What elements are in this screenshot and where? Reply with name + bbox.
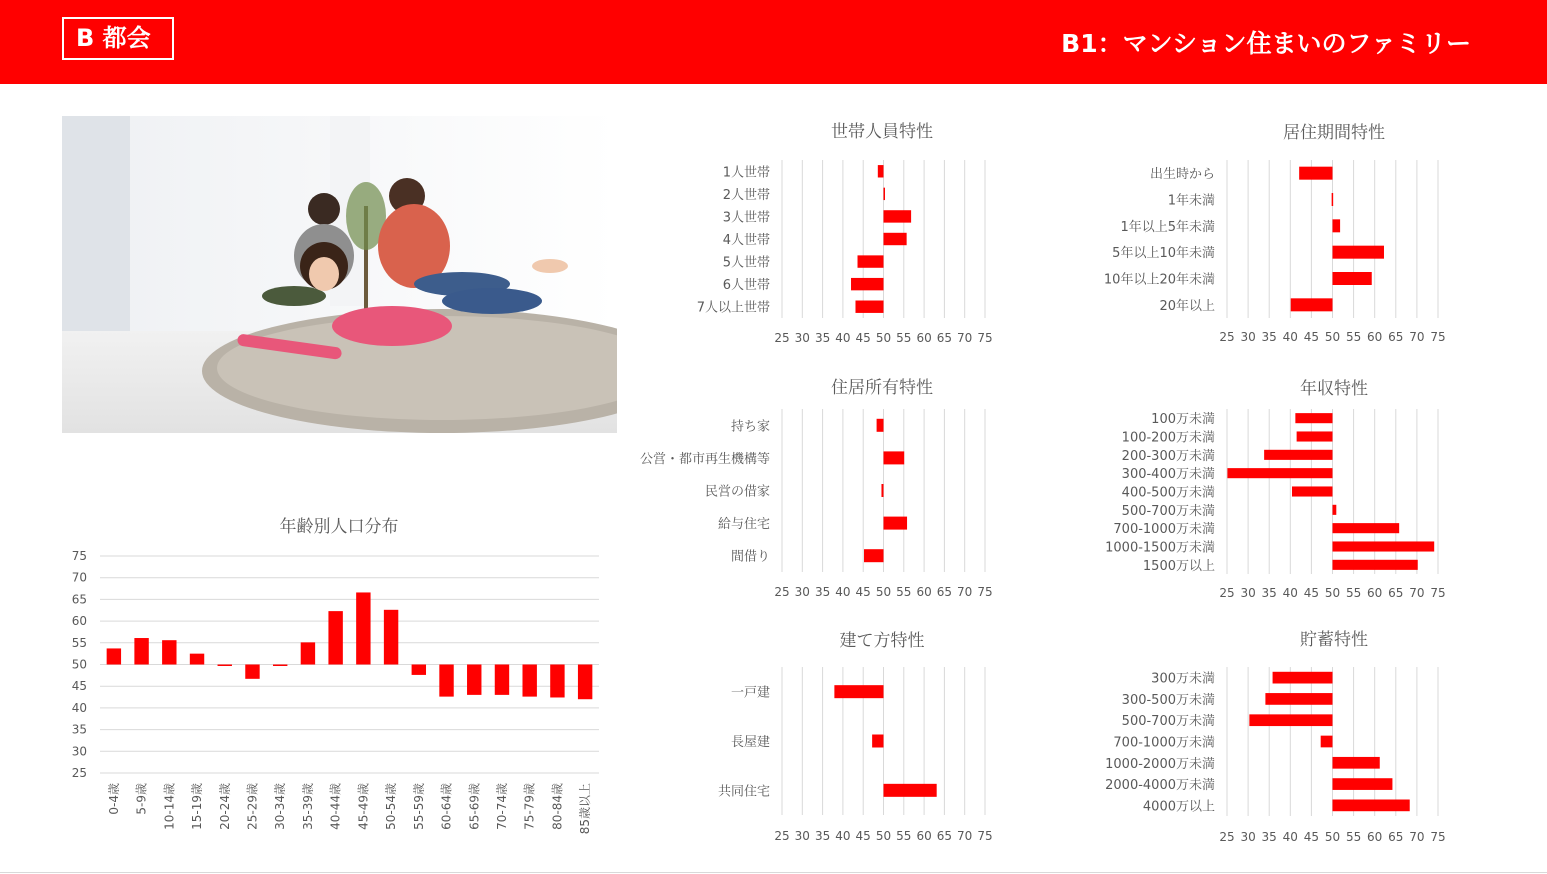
bar	[1249, 714, 1332, 726]
x-tick-label: 65	[1388, 330, 1404, 344]
y-tick-label: 60	[71, 614, 87, 629]
category-label: 持ち家	[730, 419, 770, 435]
x-tick-label: 30	[1240, 330, 1256, 344]
chart-title: 建て方特性	[839, 631, 925, 651]
x-tick-label: 65	[1388, 830, 1404, 844]
category-label: 20年以上	[1159, 298, 1215, 314]
category-label: 100万未満	[1151, 412, 1215, 428]
x-tick-label: 25	[774, 331, 790, 345]
category-label: 500-700万未満	[1121, 503, 1215, 519]
x-tick-label: 45	[1303, 586, 1320, 600]
x-tick-label: 40	[835, 829, 851, 843]
x-tick-label: 50	[1324, 586, 1341, 600]
x-tick-label: 70	[957, 331, 973, 345]
x-tick-label: 65	[1388, 586, 1404, 600]
category-label: 2人世帯	[722, 187, 770, 203]
x-tick-label: 35	[1261, 330, 1277, 344]
x-tick-label: 75	[1430, 330, 1446, 344]
x-tick-label: 30	[794, 585, 810, 599]
segment-badge: B 都会	[62, 17, 174, 60]
x-tick-label: 75	[977, 331, 993, 345]
x-tick-label: 70	[957, 585, 973, 599]
x-tick-label: 40	[1282, 830, 1298, 844]
category-label: 共同住宅	[717, 784, 770, 800]
x-tick-label: 25	[774, 829, 790, 843]
category-label: 4人世帯	[722, 233, 770, 248]
category-label: 80-84歳	[550, 783, 565, 830]
x-tick-label: 40	[835, 331, 851, 345]
chart-title: 年齢別人口分布	[279, 517, 399, 537]
category-label: 民営の借家	[704, 484, 770, 500]
x-tick-label: 70	[957, 829, 973, 843]
category-label: 1000-2000万未満	[1105, 756, 1215, 772]
category-label: 1000-1500万未満	[1105, 540, 1215, 556]
category-label: 25-29歳	[245, 783, 260, 830]
bar	[1273, 672, 1333, 684]
category-label: 75-79歳	[522, 783, 537, 830]
x-tick-label: 35	[814, 331, 831, 345]
y-tick-label: 75	[71, 549, 87, 563]
x-tick-label: 40	[835, 585, 851, 599]
category-label: 給与住宅	[717, 517, 770, 533]
category-label: 間借り	[730, 549, 770, 565]
y-tick-label: 45	[71, 679, 87, 694]
category-label: 300-400万未満	[1121, 467, 1215, 483]
chart-title: 住居所有特性	[831, 378, 933, 398]
category-label: 100-200万未満	[1121, 430, 1215, 446]
category-label: 1人世帯	[722, 165, 770, 181]
category-label: 400-500万未満	[1121, 485, 1215, 501]
category-label: 65-69歳	[467, 783, 482, 830]
category-label: 0-4歳	[106, 783, 121, 815]
bar	[1265, 693, 1332, 705]
x-tick-label: 60	[916, 585, 932, 599]
x-tick-label: 30	[794, 829, 810, 843]
x-tick-label: 25	[1219, 330, 1235, 344]
x-tick-label: 65	[936, 829, 953, 843]
category-label: 5-9歳	[134, 783, 149, 815]
category-label: 5人世帯	[722, 255, 770, 271]
bar	[1333, 800, 1410, 812]
category-label: 6人世帯	[722, 278, 770, 294]
category-label: 35-39歳	[300, 783, 315, 830]
x-tick-label: 50	[1324, 830, 1341, 844]
x-tick-label: 30	[794, 331, 810, 345]
x-tick-label: 70	[1409, 586, 1425, 600]
x-tick-label: 70	[1409, 330, 1425, 344]
x-tick-label: 45	[855, 585, 871, 599]
chart-title: 居住期間特性	[1283, 123, 1385, 143]
x-tick-label: 60	[916, 829, 932, 843]
category-label: 50-54歳	[384, 783, 399, 830]
category-label: 4000万以上	[1142, 799, 1215, 815]
x-tick-label: 35	[814, 585, 831, 599]
category-label: 700-1000万未満	[1113, 522, 1215, 538]
x-tick-label: 75	[977, 585, 993, 599]
category-label: 300万未満	[1151, 671, 1215, 687]
x-tick-label: 35	[1261, 586, 1277, 600]
category-label: 20-24歳	[217, 783, 232, 830]
category-label: 公営・都市再生機構等	[639, 451, 770, 467]
x-tick-label: 70	[1409, 830, 1425, 844]
chart-title: 年収特性	[1300, 379, 1368, 399]
y-tick-label: 55	[71, 635, 87, 650]
category-label: 200-300万未満	[1121, 448, 1215, 464]
bar	[1333, 778, 1393, 790]
x-tick-label: 50	[1324, 330, 1341, 344]
category-label: 1年未満	[1167, 193, 1215, 209]
category-label: 700-1000万未満	[1113, 735, 1215, 751]
bar	[1321, 736, 1333, 748]
category-label: 7人以上世帯	[696, 300, 770, 316]
bar	[1333, 757, 1380, 769]
x-tick-label: 65	[936, 331, 953, 345]
x-tick-label: 60	[1367, 586, 1383, 600]
y-tick-label: 40	[71, 700, 87, 715]
y-tick-label: 25	[71, 766, 87, 780]
x-tick-label: 25	[774, 585, 790, 599]
x-tick-label: 50	[875, 829, 892, 843]
x-tick-label: 60	[1367, 830, 1383, 844]
x-tick-label: 60	[1367, 330, 1383, 344]
x-tick-label: 40	[1282, 586, 1298, 600]
x-tick-label: 25	[1219, 830, 1235, 844]
x-tick-label: 45	[855, 331, 871, 345]
category-label: 1年以上5年未満	[1120, 219, 1215, 235]
x-tick-label: 25	[1219, 586, 1235, 600]
category-label: 10年以上20年未満	[1103, 272, 1215, 288]
x-tick-label: 30	[1240, 830, 1256, 844]
y-tick-label: 70	[71, 570, 87, 585]
category-label: 2000-4000万未満	[1105, 778, 1215, 794]
x-tick-label: 45	[1303, 830, 1320, 844]
category-label: 55-59歳	[411, 783, 426, 830]
x-tick-label: 75	[1430, 586, 1446, 600]
category-label: 10-14歳	[162, 783, 177, 830]
category-label: 1500万以上	[1142, 558, 1215, 574]
x-tick-label: 45	[855, 829, 871, 843]
category-label: 85歳以上	[578, 783, 593, 835]
x-tick-label: 40	[1282, 330, 1298, 344]
x-tick-label: 30	[1240, 586, 1256, 600]
category-label: 500-700万未満	[1121, 714, 1215, 730]
category-label: 70-74歳	[494, 783, 509, 830]
category-label: 3人世帯	[722, 210, 770, 226]
category-label: 60-64歳	[439, 783, 454, 830]
category-label: 300-500万未満	[1121, 692, 1215, 708]
y-tick-label: 65	[71, 592, 87, 607]
category-label: 30-34歳	[273, 783, 288, 830]
bottom-rule	[0, 872, 1547, 873]
category-label: 長屋建	[730, 735, 770, 750]
x-tick-label: 50	[875, 331, 892, 345]
x-tick-label: 55	[896, 585, 912, 599]
category-label: 15-19歳	[190, 783, 205, 830]
x-tick-label: 55	[1345, 830, 1362, 844]
x-tick-label: 45	[1303, 330, 1320, 344]
x-tick-label: 55	[1345, 330, 1362, 344]
y-tick-label: 35	[71, 722, 87, 737]
x-tick-label: 55	[896, 331, 912, 345]
x-tick-label: 60	[916, 331, 932, 345]
y-tick-label: 50	[71, 657, 87, 672]
y-tick-label: 30	[71, 744, 87, 759]
category-label: 5年以上10年未満	[1112, 246, 1215, 262]
x-tick-label: 75	[977, 829, 993, 843]
page-title: B1：マンション住まいのファミリー	[1061, 29, 1471, 58]
x-tick-label: 50	[875, 585, 892, 599]
x-tick-label: 55	[896, 829, 912, 843]
chart-title: 貯蓄特性	[1300, 630, 1368, 650]
category-label: 45-49歳	[356, 783, 371, 830]
x-tick-label: 35	[1261, 830, 1277, 844]
category-label: 出生時から	[1149, 167, 1215, 183]
chart-title: 世帯人員特性	[831, 122, 933, 142]
x-tick-label: 55	[1345, 586, 1362, 600]
x-tick-label: 35	[814, 829, 831, 843]
category-label: 40-44歳	[328, 783, 343, 830]
x-tick-label: 75	[1430, 830, 1446, 844]
category-label: 一戸建	[730, 685, 770, 701]
x-tick-label: 65	[936, 585, 953, 599]
